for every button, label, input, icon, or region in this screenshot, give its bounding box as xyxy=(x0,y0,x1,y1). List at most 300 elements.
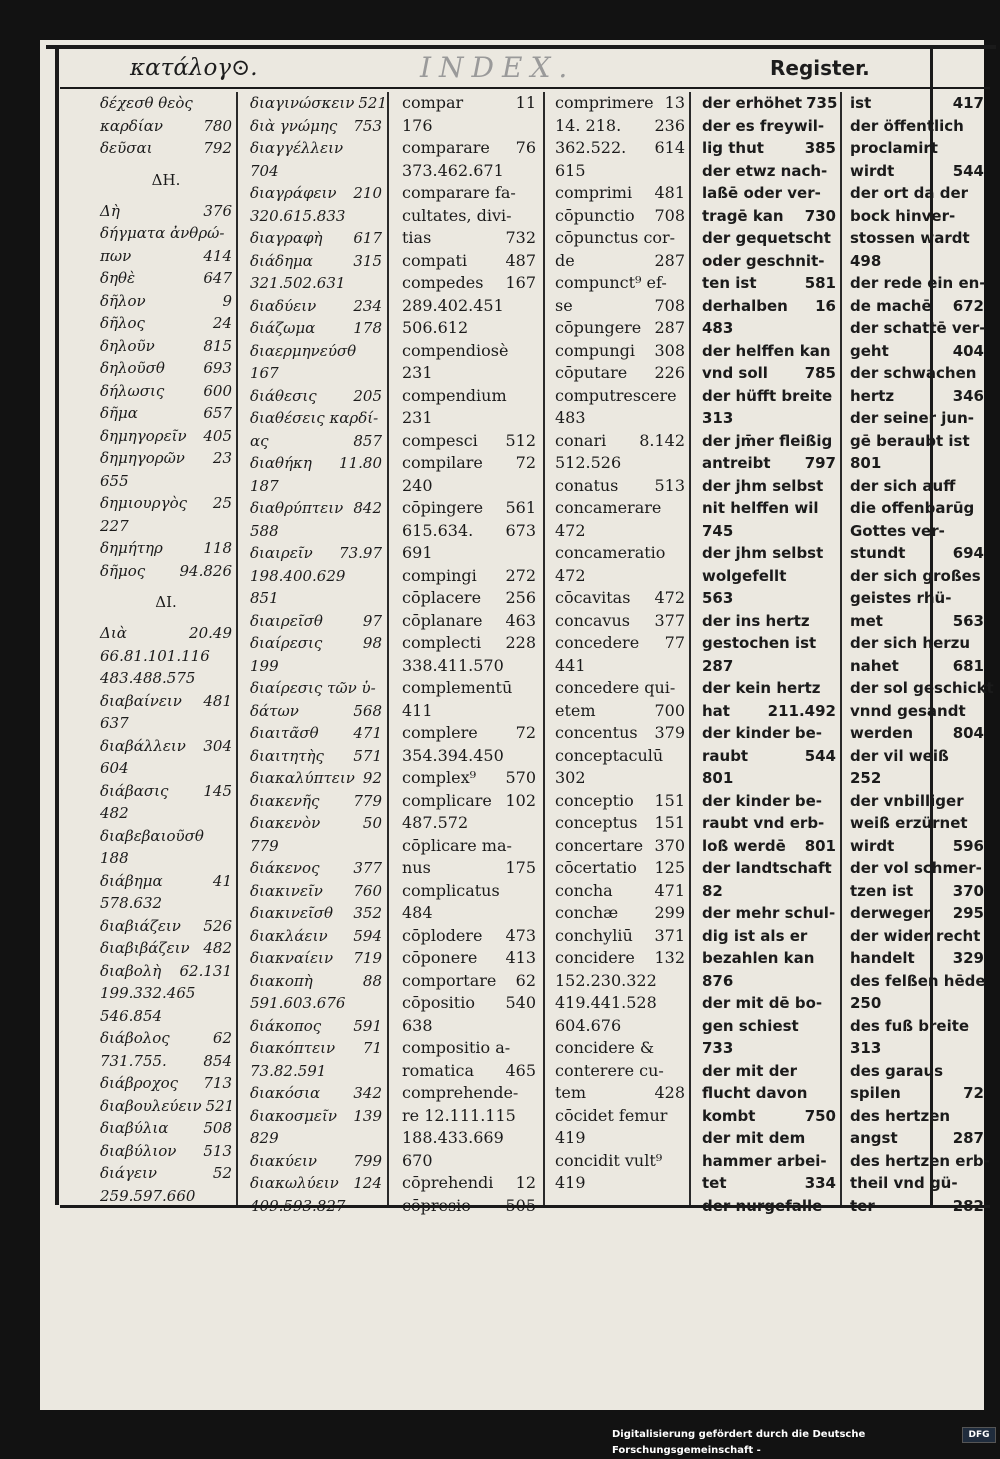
index-entry xyxy=(402,835,536,858)
index-entry xyxy=(100,115,232,138)
entry-page-ref xyxy=(832,722,836,745)
index-entry xyxy=(250,160,382,183)
entry-term: 745 xyxy=(702,521,734,540)
entry-term: Gottes ver- xyxy=(850,521,945,540)
entry-term: der vnbilliger xyxy=(850,791,964,810)
entry-page-ref xyxy=(378,137,382,160)
index-entry xyxy=(100,1027,232,1050)
entry-term: comparare xyxy=(402,138,490,157)
entry-term: διάβημα xyxy=(100,871,163,890)
index-entry xyxy=(850,1150,990,1173)
entry-page-ref xyxy=(980,227,984,250)
index-entry xyxy=(250,227,382,250)
entry-term: διάβολος xyxy=(100,1029,170,1047)
entry-term: 637 xyxy=(100,714,129,732)
index-entry xyxy=(702,700,836,723)
entry-page-ref xyxy=(532,1082,536,1105)
index-entry xyxy=(250,1015,382,1038)
index-entry xyxy=(250,317,382,340)
entry-term: δημηγορεῖν xyxy=(100,426,187,445)
index-entry xyxy=(402,767,536,790)
entry-term: διακύειν xyxy=(250,1151,318,1170)
entry-term: nahet xyxy=(850,656,899,675)
entry-term: διακενὸν xyxy=(250,814,321,832)
index-entry xyxy=(555,182,685,205)
entry-term: 482 xyxy=(100,804,129,822)
entry-page-ref xyxy=(980,475,984,498)
entry-term: conari xyxy=(555,430,607,450)
entry-page-ref xyxy=(378,340,382,363)
index-entry xyxy=(250,295,382,318)
index-entry xyxy=(402,1150,536,1173)
index-entry xyxy=(555,1015,685,1038)
entry-term: διάκενος xyxy=(250,859,320,877)
entry-page-ref xyxy=(980,812,984,835)
index-entry xyxy=(850,137,984,160)
index-entry xyxy=(402,475,536,498)
index-entry xyxy=(702,992,836,1015)
entry-page-ref: 210 xyxy=(353,184,382,202)
entry-page-ref xyxy=(832,677,836,700)
entry-term: raubt xyxy=(702,746,749,765)
entry-page-ref: 304 xyxy=(203,736,232,755)
entry-page-ref xyxy=(980,632,984,655)
column-german-2 xyxy=(850,92,994,1215)
entry-term: 733 xyxy=(702,1039,734,1057)
index-entry xyxy=(702,92,836,115)
entry-term: 604.676 xyxy=(555,1015,622,1035)
entry-page-ref: 815 xyxy=(203,336,232,355)
entry-term: der vil weiß xyxy=(850,746,949,765)
entry-page-ref: 673 xyxy=(505,520,536,540)
index-entry xyxy=(555,362,685,385)
index-entry xyxy=(402,610,536,633)
entry-term: 66.81.101.116 xyxy=(100,646,210,665)
entry-term: compendium xyxy=(402,385,507,405)
entry-page-ref: 471 xyxy=(654,880,685,900)
entry-term: δήγματα ἀνθρώ- xyxy=(100,224,225,242)
entry-term: hertz xyxy=(850,386,895,405)
entry-page-ref xyxy=(228,222,232,245)
entry-page-ref: 471 xyxy=(353,724,382,742)
index-entry xyxy=(250,385,382,408)
index-entry xyxy=(850,925,984,948)
index-entry xyxy=(402,880,536,903)
entry-page-ref: 132 xyxy=(654,948,685,967)
entry-term: der sich auff xyxy=(850,476,956,495)
index-entry xyxy=(100,200,232,223)
entry-page-ref: 329 xyxy=(952,949,984,967)
entry-page-ref xyxy=(378,992,382,1015)
index-entry xyxy=(402,1105,536,1128)
entry-term: antreibt xyxy=(702,454,771,472)
entry-term: complementū xyxy=(402,678,513,697)
index-entry xyxy=(250,745,382,768)
index-entry xyxy=(555,137,685,160)
entry-term: δῆλον xyxy=(100,291,146,310)
index-entry xyxy=(850,1172,984,1195)
entry-page-ref xyxy=(832,542,836,565)
entry-term: 231 xyxy=(402,408,433,427)
entry-term: compilare xyxy=(402,453,483,472)
index-entry xyxy=(555,475,685,498)
index-entry xyxy=(250,115,382,138)
entry-page-ref xyxy=(532,700,536,723)
entry-page-ref: 124 xyxy=(353,1174,382,1192)
entry-term: se xyxy=(555,295,573,315)
index-entry xyxy=(555,1082,685,1105)
entry-term: re 12.111.115 xyxy=(402,1105,516,1125)
index-entry xyxy=(100,425,232,448)
index-entry xyxy=(250,1105,382,1128)
entry-term: dig ist als er xyxy=(702,926,808,945)
entry-page-ref xyxy=(532,385,536,408)
entry-page-ref: 118 xyxy=(203,539,232,557)
entry-page-ref xyxy=(832,812,836,835)
index-entry xyxy=(402,497,536,520)
entry-page-ref: 72 xyxy=(963,1084,984,1102)
entry-page-ref xyxy=(832,1060,836,1083)
index-entry xyxy=(402,587,536,610)
entry-term: cōcertatio xyxy=(555,858,637,877)
index-entry xyxy=(250,902,382,925)
index-entry xyxy=(555,1150,685,1173)
entry-page-ref xyxy=(681,1015,685,1038)
index-entry xyxy=(555,205,685,228)
index-entry xyxy=(702,295,836,318)
index-entry xyxy=(402,812,536,835)
entry-page-ref xyxy=(832,970,836,993)
index-entry xyxy=(402,1195,536,1218)
entry-term: concentus xyxy=(555,723,638,742)
entry-term: 615.634. xyxy=(402,520,474,540)
index-entry xyxy=(100,380,232,403)
index-entry xyxy=(100,447,232,470)
entry-page-ref xyxy=(228,982,232,1005)
entry-page-ref: 88 xyxy=(362,971,382,990)
entry-term: δηθὲ xyxy=(100,269,136,287)
index-entry xyxy=(250,520,382,543)
dfg-logo: DFG xyxy=(962,1427,996,1443)
index-entry xyxy=(250,362,382,385)
entry-term: 152.230.322 xyxy=(555,970,657,990)
entry-page-ref: 561 xyxy=(505,498,536,517)
entry-term: 506.612 xyxy=(402,318,469,337)
index-entry xyxy=(850,632,984,655)
index-entry xyxy=(402,272,536,295)
entry-term: der hüfft breite xyxy=(702,386,833,405)
entry-term: ten ist xyxy=(702,274,757,292)
entry-page-ref xyxy=(980,137,984,160)
entry-page-ref xyxy=(681,407,685,430)
entry-page-ref xyxy=(832,565,836,588)
entry-page-ref xyxy=(832,520,836,543)
entry-page-ref: 211.492 xyxy=(767,701,836,720)
entry-term: spilen xyxy=(850,1084,901,1102)
column-rule xyxy=(689,92,691,1205)
index-entry xyxy=(702,250,836,273)
entry-page-ref: 463 xyxy=(505,610,536,630)
entry-page-ref: 342 xyxy=(353,1084,382,1102)
entry-page-ref: 92 xyxy=(362,769,382,787)
index-entry xyxy=(555,452,685,475)
entry-term: 441 xyxy=(555,655,586,675)
index-entry xyxy=(402,722,536,745)
index-entry xyxy=(250,1037,382,1060)
entry-term: διακλάειν xyxy=(250,926,328,945)
entry-page-ref: 513 xyxy=(654,475,685,495)
index-entry xyxy=(850,565,984,588)
header-greek: κατάλογ⊙. xyxy=(130,55,258,81)
entry-page-ref xyxy=(532,1105,536,1128)
entry-page-ref: 753 xyxy=(353,116,382,135)
entry-page-ref: 315 xyxy=(353,251,382,270)
entry-term: 419 xyxy=(555,1128,586,1147)
entry-term: cōpunctio xyxy=(555,205,635,225)
index-entry xyxy=(702,812,836,835)
index-entry xyxy=(100,645,232,668)
entry-page-ref: 730 xyxy=(804,206,836,225)
entry-page-ref: 693 xyxy=(203,359,232,377)
entry-page-ref xyxy=(980,407,984,430)
index-entry xyxy=(402,362,536,385)
entry-page-ref xyxy=(980,700,984,723)
entry-term: der vol schmer- xyxy=(850,859,982,877)
index-entry xyxy=(702,407,836,430)
index-entry xyxy=(850,497,984,520)
entry-term: διαδύειν xyxy=(250,296,317,315)
entry-page-ref: 571 xyxy=(353,746,382,765)
entry-page-ref: 102 xyxy=(505,790,536,810)
index-entry xyxy=(850,205,984,228)
entry-page-ref xyxy=(832,160,836,183)
entry-page-ref: 708 xyxy=(654,205,685,225)
index-entry xyxy=(702,610,836,633)
entry-term: der jm̄er fleißig xyxy=(702,431,833,450)
entry-term: διαβύλια xyxy=(100,1119,169,1137)
index-entry xyxy=(702,1015,836,1038)
entry-page-ref xyxy=(681,497,685,520)
entry-term: 250 xyxy=(850,994,882,1012)
index-entry xyxy=(850,1082,984,1105)
index-entry xyxy=(100,222,232,245)
entry-page-ref xyxy=(982,857,986,880)
entry-term: 731.755. xyxy=(100,1051,167,1070)
index-entry xyxy=(850,1060,984,1083)
column-latin-1 xyxy=(402,92,536,1215)
entry-term: διαιτητὴς xyxy=(250,746,324,765)
entry-term: complicare xyxy=(402,790,492,810)
entry-page-ref: 167 xyxy=(505,273,536,292)
entry-term: comprimi xyxy=(555,183,633,202)
entry-term: διακόπτειν xyxy=(250,1039,336,1057)
entry-term: 409.593.827 xyxy=(250,1196,346,1215)
entry-page-ref xyxy=(832,880,836,903)
entry-page-ref xyxy=(532,542,536,565)
entry-term: conceptio xyxy=(555,790,634,810)
entry-term: tzen ist xyxy=(850,881,914,900)
entry-page-ref xyxy=(532,835,536,858)
entry-term: des hertzen erb- xyxy=(850,1151,990,1170)
entry-page-ref xyxy=(986,970,990,993)
index-entry xyxy=(250,250,382,273)
entry-page-ref: 371 xyxy=(654,925,685,945)
index-entry xyxy=(702,520,836,543)
entry-page-ref xyxy=(832,1150,836,1173)
entry-page-ref xyxy=(378,565,382,588)
entry-term: die offenbarūg xyxy=(850,499,975,517)
index-entry xyxy=(402,1037,536,1060)
entry-page-ref xyxy=(532,655,536,678)
entry-term: 615 xyxy=(555,160,586,180)
index-entry xyxy=(100,757,232,780)
entry-page-ref xyxy=(832,857,836,880)
index-entry xyxy=(100,335,232,358)
entry-term: complicatus xyxy=(402,880,500,900)
entry-page-ref xyxy=(532,317,536,340)
entry-term: wirdt xyxy=(850,836,895,855)
entry-term: διαγγέλλειν xyxy=(250,139,344,157)
index-entry xyxy=(250,812,382,835)
entry-page-ref: 287 xyxy=(654,318,685,337)
entry-page-ref xyxy=(378,835,382,858)
entry-term: διαβάλλειν xyxy=(100,736,186,755)
entry-page-ref: 804 xyxy=(952,724,984,742)
entry-term: stundt xyxy=(850,544,906,562)
entry-page-ref: 801 xyxy=(804,836,836,855)
index-entry xyxy=(702,790,836,813)
entry-page-ref xyxy=(994,677,998,700)
entry-page-ref: 205 xyxy=(353,386,382,405)
entry-term: διαγραφὴ xyxy=(250,229,323,247)
entry-term: 801 xyxy=(850,454,882,472)
index-entry xyxy=(555,430,685,453)
entry-term: compingi xyxy=(402,565,477,585)
entry-term: cōpunctus cor- xyxy=(555,228,676,247)
index-entry xyxy=(250,1172,382,1195)
index-entry xyxy=(100,1072,232,1095)
entry-term: διαερμηνεύσθ xyxy=(250,341,357,360)
page-frame-top xyxy=(46,45,996,49)
entry-page-ref xyxy=(532,362,536,385)
entry-page-ref xyxy=(832,947,836,970)
entry-term: weiß erzürnet xyxy=(850,814,968,832)
index-entry xyxy=(250,430,382,453)
entry-page-ref xyxy=(228,470,232,493)
entry-term: conchæ xyxy=(555,903,619,922)
entry-page-ref: 175 xyxy=(505,858,536,877)
entry-page-ref xyxy=(980,1015,984,1038)
entry-term: 487.572 xyxy=(402,813,469,832)
entry-term: δηλοῦσθ xyxy=(100,359,165,377)
index-entry xyxy=(100,357,232,380)
entry-page-ref: 508 xyxy=(203,1119,232,1137)
entry-page-ref xyxy=(980,250,984,273)
entry-page-ref xyxy=(228,645,232,668)
entry-term: wirdt xyxy=(850,161,895,180)
index-entry xyxy=(702,272,836,295)
entry-page-ref xyxy=(378,362,382,385)
entry-term: διαβολὴ xyxy=(100,961,162,980)
index-entry xyxy=(250,182,382,205)
entry-term: der mit dem xyxy=(702,1129,806,1147)
entry-page-ref: 125 xyxy=(654,858,685,877)
entry-page-ref xyxy=(532,340,536,363)
index-entry xyxy=(250,272,382,295)
entry-term: cōplodere xyxy=(402,925,483,945)
entry-term: 483 xyxy=(555,408,586,427)
entry-term: der ort da der xyxy=(850,184,969,202)
index-entry xyxy=(250,970,382,993)
entry-term: 546.854 xyxy=(100,1006,163,1025)
index-entry xyxy=(702,1105,836,1128)
entry-page-ref: 76 xyxy=(515,138,536,157)
entry-term: 354.394.450 xyxy=(402,745,504,765)
entry-term: des felßen hēde xyxy=(850,971,986,990)
index-entry xyxy=(100,960,232,983)
entry-page-ref xyxy=(681,1105,685,1128)
entry-page-ref xyxy=(832,340,836,363)
entry-term: compati xyxy=(402,250,468,270)
index-entry xyxy=(402,1172,536,1195)
entry-term: cōputare xyxy=(555,363,628,382)
entry-term: 82 xyxy=(702,881,723,900)
index-entry xyxy=(402,160,536,183)
entry-page-ref xyxy=(681,385,685,408)
index-entry xyxy=(702,430,836,453)
entry-term: 227 xyxy=(100,516,129,535)
entry-term: comportare xyxy=(402,970,497,990)
entry-term: 604 xyxy=(100,759,129,777)
entry-page-ref xyxy=(681,745,685,768)
entry-page-ref xyxy=(832,497,836,520)
entry-term: compedes xyxy=(402,273,484,292)
entry-page-ref: 376 xyxy=(203,201,232,220)
index-entry xyxy=(250,925,382,948)
entry-term: διακωλύειν xyxy=(250,1174,339,1192)
index-entry xyxy=(100,937,232,960)
entry-page-ref: 98 xyxy=(362,634,382,652)
entry-page-ref: 681 xyxy=(952,656,984,675)
entry-page-ref: 785 xyxy=(804,364,836,382)
index-entry xyxy=(250,1150,382,1173)
entry-term: διαβουλεύειν xyxy=(100,1096,202,1115)
entry-page-ref xyxy=(980,497,984,520)
entry-page-ref xyxy=(228,92,232,115)
entry-page-ref xyxy=(378,205,382,228)
entry-page-ref: 62 xyxy=(212,1029,232,1047)
entry-page-ref xyxy=(532,475,536,498)
entry-page-ref: 287 xyxy=(654,250,685,270)
index-entry xyxy=(850,1127,984,1150)
index-entry xyxy=(555,700,685,723)
index-entry xyxy=(702,745,836,768)
column-german-1 xyxy=(702,92,838,1215)
column-greek-1 xyxy=(100,92,235,1205)
entry-page-ref xyxy=(681,992,685,1015)
entry-page-ref: 779 xyxy=(353,791,382,810)
entry-term: raubt vnd erb- xyxy=(702,814,825,832)
entry-term: διαβιάζειν xyxy=(100,916,181,935)
index-entry xyxy=(402,520,536,543)
entry-term: derwegen xyxy=(850,904,934,922)
index-entry xyxy=(555,160,685,183)
index-entry xyxy=(702,1195,836,1218)
entry-page-ref xyxy=(832,250,836,273)
index-entry xyxy=(555,542,685,565)
entry-term: 231 xyxy=(402,363,433,382)
entry-term: der sol geschickt xyxy=(850,679,994,697)
